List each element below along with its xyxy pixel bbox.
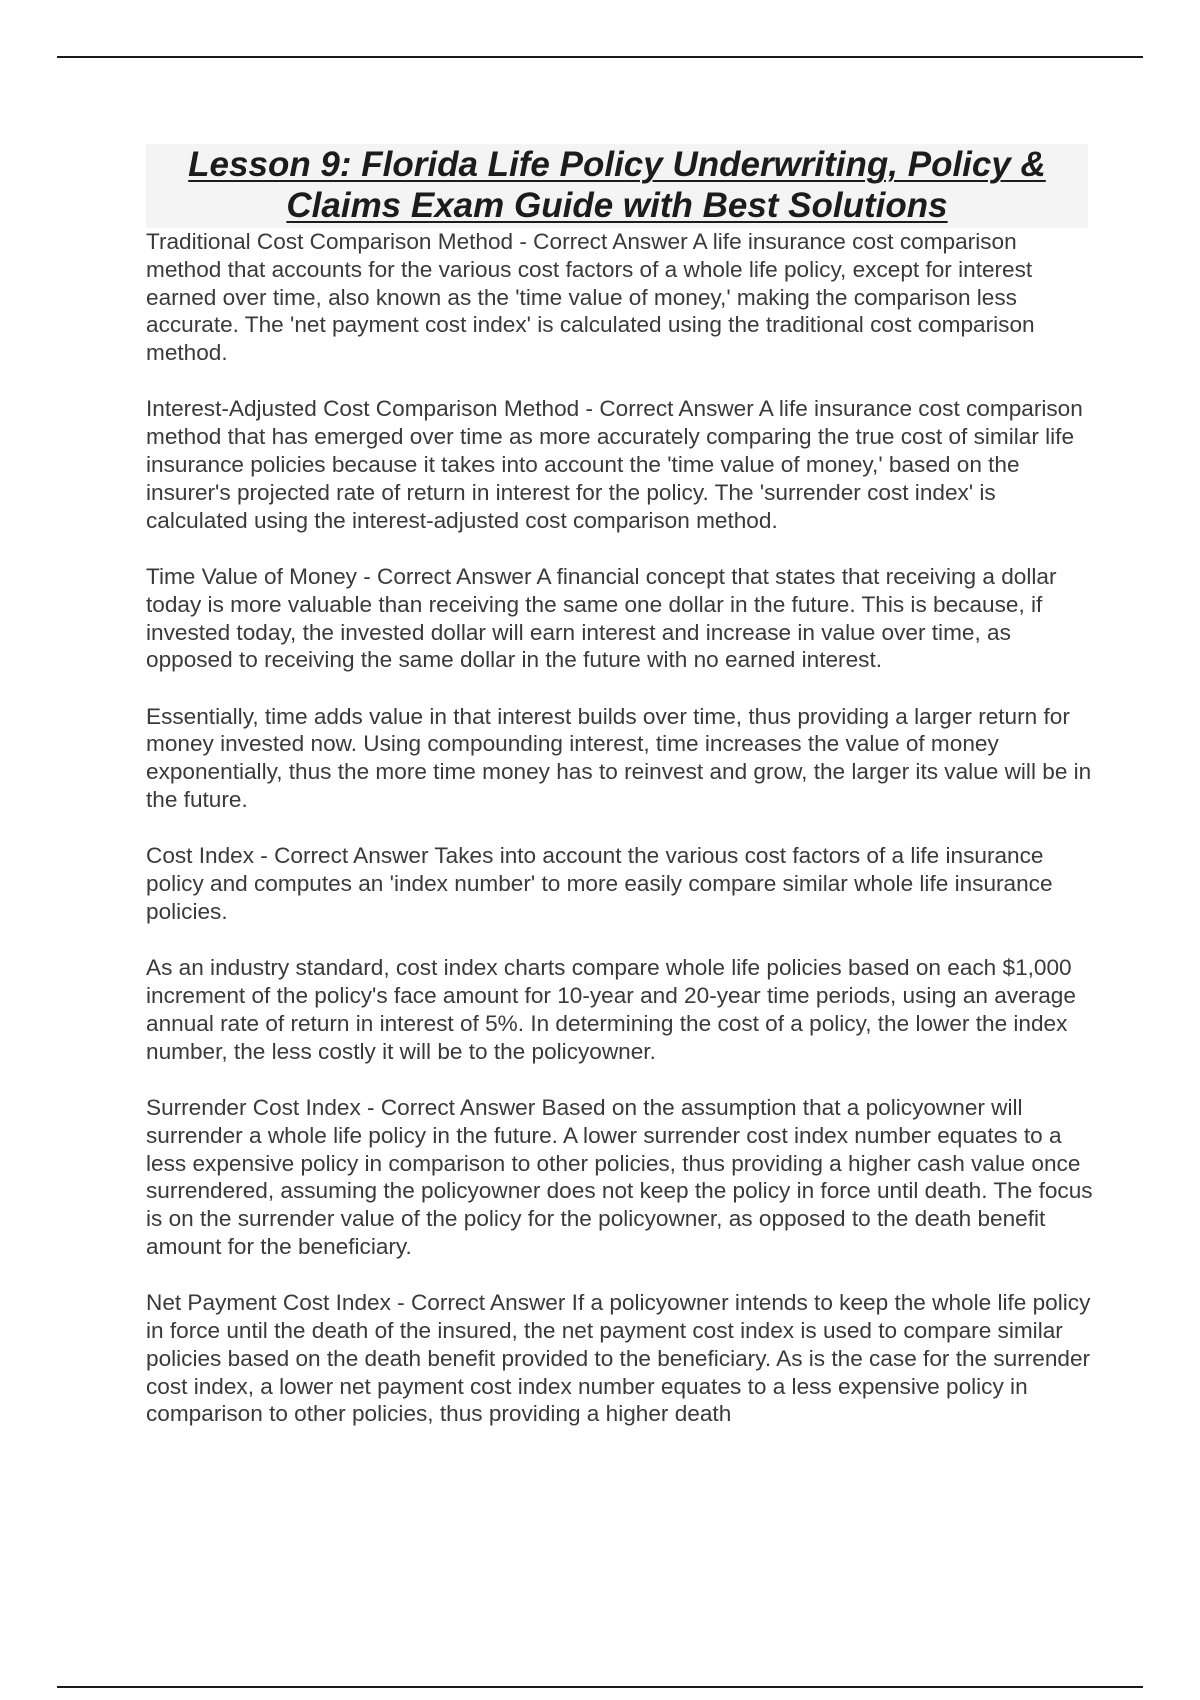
- bottom-rule: [57, 1686, 1143, 1688]
- paragraph-cost-index: Cost Index - Correct Answer Takes into account the various cost factors of a life insurance policy and computes an 'index number' to more easily compare similar whole life insurance policies.: [146, 843, 1053, 924]
- paragraph-net-payment-cost-index: Net Payment Cost Index - Correct Answer If a policyowner intends to keep the whole life policy in force until the death of the insured, the net payment cost index is used to compare similar policies based on the death benefit provided to the beneficiary. As is the case for the surrender cost index, a lower net payment cost index number equates to a less expensive policy in comparison to other policies, thus providing a higher death: [146, 1290, 1091, 1427]
- paragraph-traditional-cost: Traditional Cost Comparison Method - Correct Answer A life insurance cost comparison method that accounts for the various cost factors of a whole life policy, except for interest earned over time, also known as the 'time value of money,' making the comparison less accurate. The 'net payment cost index' is calculated using the traditional cost comparison method.: [146, 229, 1035, 366]
- paragraph-time-value: Time Value of Money - Correct Answer A financial concept that states that receiving a dollar today is more valuable than receiving the same one dollar in the future. This is because, if invested today, the invested dollar will earn interest and increase in value over time, as opposed to receiving the same dollar in the future with no earned interest.: [146, 563, 1057, 673]
- document-title: Lesson 9: Florida Life Policy Underwriting, Policy & Claims Exam Guide with Best Solutions: [188, 145, 1046, 225]
- paragraph-interest-adjusted: Interest-Adjusted Cost Comparison Method - Correct Answer A life insurance cost comparison method that has emerged over time as more accurately comparing the true cost of similar life insurance policies because it takes into account the 'time value of money,' based on the insurer's projected rate of return in interest for the policy. The 'surrender cost index' is calculated using the interest-adjusted cost comparison method.: [146, 396, 1083, 533]
- paragraph-industry-standard: As an industry standard, cost index charts compare whole life policies based on each $1,000 increment of the policy's face amount for 10-year and 20-year time periods, using an average annual rate of return in interest of 5%. In determining the cost of a policy, the lower the index number, the less costly it will be to the policyowner.: [146, 955, 1076, 1064]
- paragraph-surrender-cost-index: Surrender Cost Index - Correct Answer Based on the assumption that a policyowner will surrender a whole life policy in the future. A lower surrender cost index number equates to a less expensive policy in comparison to other policies, thus providing a higher cash value once surrendered, assuming the policyowner does not keep the policy in force until death. The focus is on the surrender value of the policy for the policyowner, as opposed to the death benefit amount for the beneficiary.: [146, 1094, 1093, 1259]
- top-rule: [57, 56, 1143, 58]
- title-block: [146, 144, 1088, 228]
- document-body: [146, 228, 1096, 1457]
- paragraph-essentially: Essentially, time adds value in that interest builds over time, thus providing a larger return for money invested now. Using compounding interest, time increases the value of money exponentially, thus the more time money has to reinvest and grow, the larger its value will be in the future.: [146, 703, 1092, 813]
